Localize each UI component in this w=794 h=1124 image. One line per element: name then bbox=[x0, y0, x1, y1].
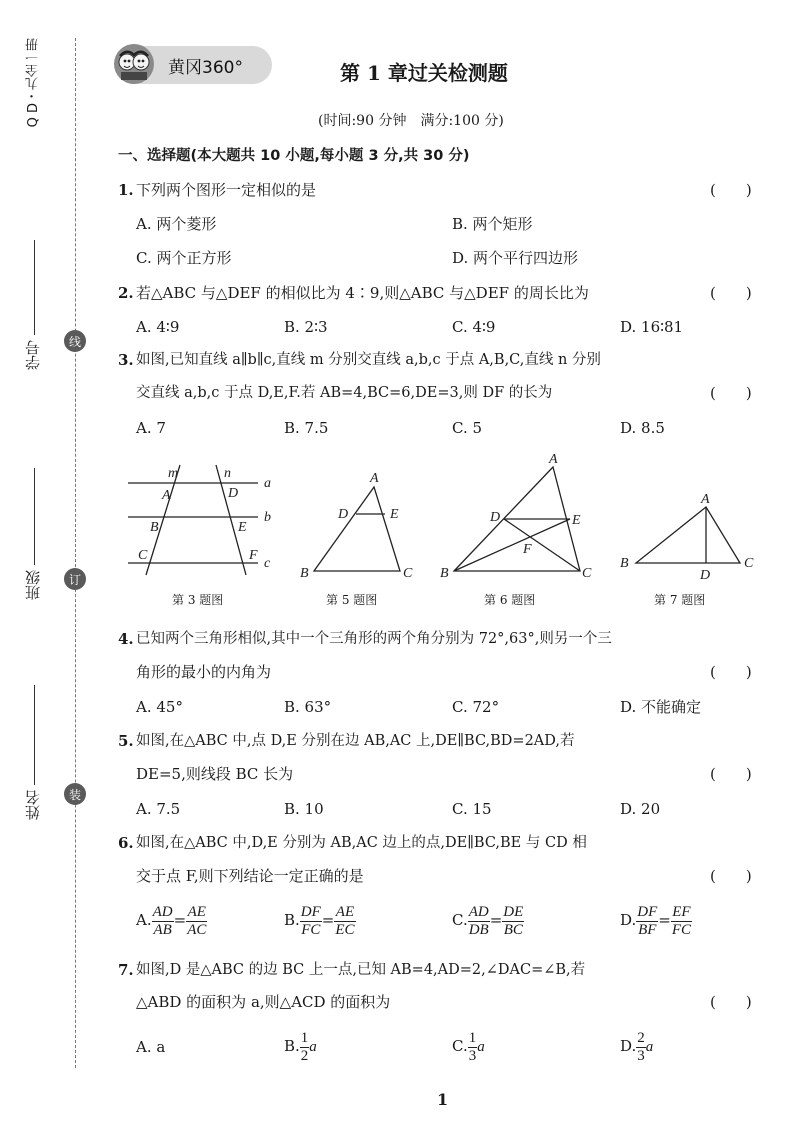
fig7-label-B: B bbox=[620, 556, 629, 571]
q4-number: 4. bbox=[118, 630, 134, 648]
q6-b-prefix: B. bbox=[284, 911, 300, 929]
q1-option-d: D. 两个平行四边形 bbox=[452, 249, 579, 267]
q5-number: 5. bbox=[118, 732, 134, 750]
q2-number: 2. bbox=[118, 284, 134, 302]
q3-number: 3. bbox=[118, 351, 134, 369]
q1-option-c: C. 两个正方形 bbox=[136, 249, 232, 267]
q6-a-frac2: $\frac{AE}{AC}$ bbox=[187, 903, 207, 938]
q6-c-frac1: $\frac{AD}{DB}$ bbox=[468, 903, 489, 938]
q2-option-a: A. 4∶9 bbox=[136, 318, 180, 336]
binding-dashed-line bbox=[75, 38, 76, 1068]
q7-line2: △ABD 的面积为 a,则△ACD 的面积为 bbox=[136, 993, 391, 1011]
q3-option-b: B. 7.5 bbox=[284, 419, 329, 437]
q4-option-a: A. 45° bbox=[136, 698, 183, 716]
q4-line1: 已知两个三角形相似,其中一个三角形的两个角分别为 72°,63°,则另一个三 bbox=[136, 631, 612, 647]
q3-option-c: C. 5 bbox=[452, 419, 483, 437]
q2-option-c: C. 4∶9 bbox=[452, 318, 496, 336]
page-number: 1 bbox=[437, 1090, 449, 1109]
fig5-label-B: B bbox=[300, 566, 309, 581]
q6-d-frac1: $\frac{DF}{BF}$ bbox=[637, 903, 658, 938]
fig7-label-A: A bbox=[701, 492, 710, 507]
q6-option-a: A. $\frac{AD}{AB}$ = $\frac{AE}{AC}$ bbox=[136, 903, 207, 938]
q6-a-prefix: A. bbox=[136, 911, 152, 929]
q7-answer-bracket: ( ) bbox=[710, 993, 752, 1011]
fig6-label-D: D bbox=[490, 510, 501, 525]
q1-text: 下列两个图形一定相似的是 bbox=[136, 181, 317, 199]
fig3-label-F: F bbox=[249, 548, 258, 563]
q6-d-prefix: D. bbox=[620, 911, 637, 929]
q6-a-frac1: $\frac{AD}{AB}$ bbox=[152, 903, 173, 938]
brand-logo-text: 黄冈360° bbox=[168, 58, 243, 78]
q2-text: 若△ABC 与△DEF 的相似比为 4∶9,则△ABC 与△DEF 的周长比为 bbox=[136, 284, 589, 302]
q6-option-c: C. $\frac{AD}{DB}$ = $\frac{DE}{BC}$ bbox=[452, 903, 524, 938]
q2-option-d: D. 16∶81 bbox=[620, 318, 684, 336]
figure-3-caption: 第 3 题图 bbox=[172, 593, 224, 607]
q4-option-d: D. 不能确定 bbox=[620, 698, 702, 716]
q3-option-a: A. 7 bbox=[136, 419, 166, 437]
fig3-label-m: m bbox=[168, 466, 179, 481]
bind-mark: 装 bbox=[64, 783, 86, 805]
fig5-label-E: E bbox=[390, 507, 399, 522]
q3-answer-bracket: ( ) bbox=[710, 384, 752, 402]
q5-option-d: D. 20 bbox=[620, 800, 661, 818]
fig6-label-F: F bbox=[523, 542, 532, 557]
q6-number: 6. bbox=[118, 834, 134, 852]
fig6-label-B: B bbox=[440, 566, 449, 581]
q7-option-b: B. $\frac{1}{2}$ a bbox=[284, 1029, 317, 1064]
q7-line1: 如图,D 是△ABC 的边 BC 上一点,已知 AB=4,AD=2,∠DAC=∠B,若 bbox=[136, 962, 586, 978]
q2-answer-bracket: ( ) bbox=[710, 284, 752, 302]
q2-option-b: B. 2∶3 bbox=[284, 318, 328, 336]
fig3-label-b: b bbox=[264, 510, 271, 525]
fig3-label-E: E bbox=[238, 520, 247, 535]
name-blank bbox=[34, 685, 35, 785]
fig3-label-C: C bbox=[138, 548, 148, 563]
q6-d-frac2: $\frac{EF}{FC}$ bbox=[671, 903, 692, 938]
fig3-label-a: a bbox=[264, 476, 271, 491]
student-number-label: 学号 bbox=[24, 340, 42, 370]
fig6-label-E: E bbox=[572, 513, 581, 528]
fig7-label-C: C bbox=[744, 556, 754, 571]
figure-7-caption: 第 7 题图 bbox=[654, 593, 706, 607]
fig6-label-A: A bbox=[549, 452, 558, 467]
figure-5-caption: 第 5 题图 bbox=[326, 593, 378, 607]
q5-option-a: A. 7.5 bbox=[136, 800, 181, 818]
edition-label: Q D・九全一册 bbox=[26, 38, 41, 128]
q5-line1: 如图,在△ABC 中,点 D,E 分别在边 AB,AC 上,DE∥BC,BD=2AD,若 bbox=[136, 733, 575, 749]
fig3-label-A: A bbox=[162, 488, 171, 503]
q7-number: 7. bbox=[118, 961, 134, 979]
fig5-label-C: C bbox=[403, 566, 413, 581]
line-mark: 线 bbox=[64, 330, 86, 352]
q6-line2: 交于点 F,则下列结论一定正确的是 bbox=[136, 867, 364, 885]
q1-option-b: B. 两个矩形 bbox=[452, 215, 533, 233]
q1-number: 1. bbox=[118, 181, 134, 199]
class-blank bbox=[34, 468, 35, 565]
q6-b-frac1: $\frac{DF}{FC}$ bbox=[300, 903, 321, 938]
q6-c-prefix: C. bbox=[452, 911, 468, 929]
fig3-label-n: n bbox=[224, 466, 231, 481]
figure-3-labels bbox=[138, 466, 271, 571]
fig3-label-B: B bbox=[150, 520, 159, 535]
fig5-label-D: D bbox=[338, 507, 349, 522]
student-number-blank bbox=[34, 240, 35, 335]
figure-5-labels bbox=[300, 471, 413, 581]
q3-option-d: D. 8.5 bbox=[620, 419, 665, 437]
q6-b-frac2: $\frac{AE}{EC}$ bbox=[335, 903, 355, 938]
fig5-label-A: A bbox=[370, 471, 379, 486]
q5-line2: DE=5,则线段 BC 长为 bbox=[136, 765, 294, 783]
figures-row bbox=[118, 445, 768, 590]
figure-6-caption: 第 6 题图 bbox=[484, 593, 536, 607]
q4-answer-bracket: ( ) bbox=[710, 663, 752, 681]
page-title: 第 1 章过关检测题 bbox=[340, 61, 508, 85]
q5-option-b: B. 10 bbox=[284, 800, 324, 818]
fig7-label-D: D bbox=[700, 568, 711, 583]
figure-6 bbox=[454, 467, 580, 571]
q7-option-d: D. $\frac{2}{3}$ a bbox=[620, 1029, 654, 1064]
q5-answer-bracket: ( ) bbox=[710, 765, 752, 783]
order-mark: 订 bbox=[64, 568, 86, 590]
q7-option-c: C. $\frac{1}{3}$ a bbox=[452, 1029, 485, 1064]
q6-line1: 如图,在△ABC 中,D,E 分别为 AB,AC 边上的点,DE∥BC,BE 与 CD 相 bbox=[136, 835, 587, 851]
figure-7-labels bbox=[620, 492, 754, 583]
figure-5 bbox=[314, 487, 400, 571]
figure-7 bbox=[636, 507, 740, 563]
q4-line2: 角形的最小的内角为 bbox=[136, 663, 272, 681]
q6-c-frac2: $\frac{DE}{BC}$ bbox=[503, 903, 524, 938]
fig3-label-D: D bbox=[228, 486, 239, 501]
q4-option-b: B. 63° bbox=[284, 698, 332, 716]
name-label: 姓名 bbox=[24, 790, 42, 820]
q1-answer-bracket: ( ) bbox=[710, 181, 752, 199]
page-subtitle: (时间:90 分钟 满分:100 分) bbox=[318, 113, 504, 129]
q4-option-c: C. 72° bbox=[452, 698, 500, 716]
q7-option-a: A. a bbox=[136, 1038, 166, 1056]
brand-logo bbox=[116, 46, 272, 84]
q6-answer-bracket: ( ) bbox=[710, 867, 752, 885]
q3-line1: 如图,已知直线 a∥b∥c,直线 m 分别交直线 a,b,c 于点 A,B,C,直线 n 分别 bbox=[136, 352, 601, 368]
q1-option-a: A. 两个菱形 bbox=[136, 215, 217, 233]
cartoon-kids-icon bbox=[112, 42, 156, 86]
q6-option-b: B. $\frac{DF}{FC}$ = $\frac{AE}{EC}$ bbox=[284, 903, 355, 938]
fig3-label-c: c bbox=[264, 556, 271, 571]
q5-option-c: C. 15 bbox=[452, 800, 492, 818]
class-label: 班级 bbox=[24, 570, 42, 600]
q6-option-d: D. $\frac{DF}{BF}$ = $\frac{EF}{FC}$ bbox=[620, 903, 692, 938]
fig6-label-C: C bbox=[582, 566, 592, 581]
q3-line2: 交直线 a,b,c 于点 D,E,F.若 AB=4,BC=6,DE=3,则 DF 的长为 bbox=[136, 385, 553, 401]
section-heading: 一、选择题(本大题共 10 小题,每小题 3 分,共 30 分) bbox=[118, 148, 470, 164]
